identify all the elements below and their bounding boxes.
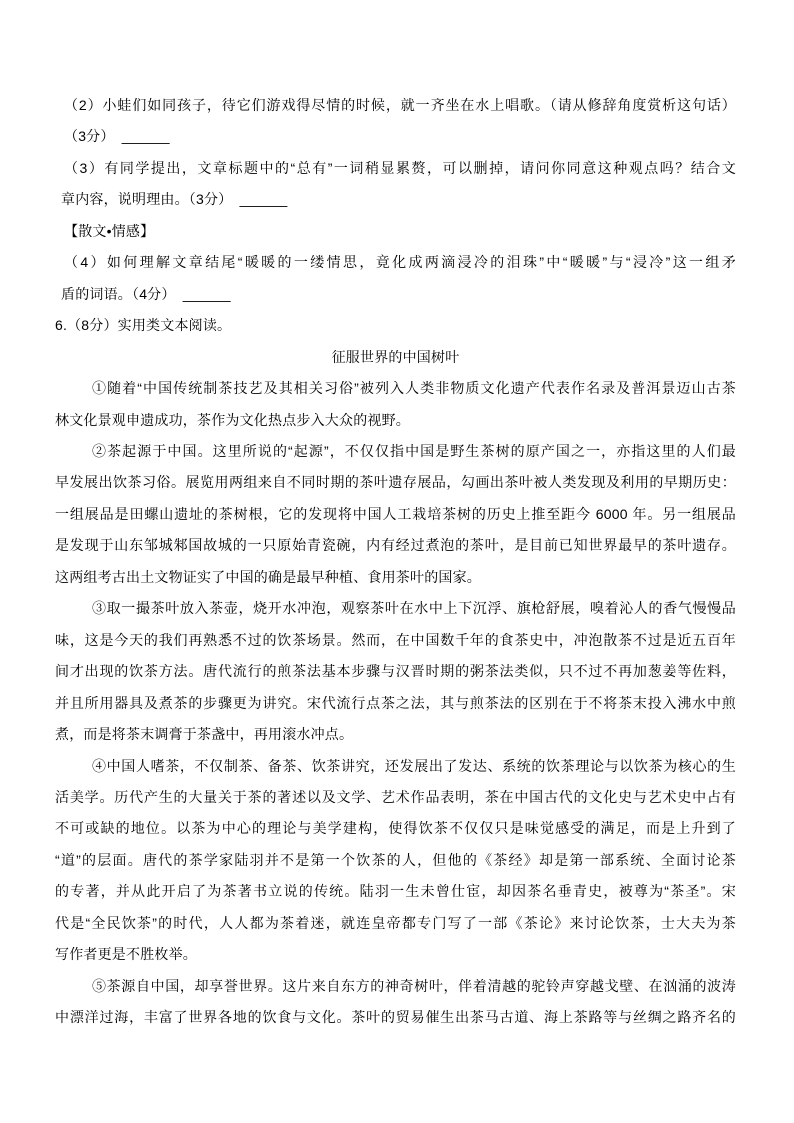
article-p4-line5: 的专著，并从此开启了为茶著书立说的传统。陆羽一生未曾仕宦，却因茶名垂青史，被尊为“茶圣”。宋 [55,883,736,900]
q5-sub4-line1: （4）如何理解文章结尾“暖暖的一缕情思，竟化成两滴浸冷的泪珠”中“暖暖”与“浸冷”这一组矛 [64,254,736,271]
q5-sub4-line2: 盾的词语。（4分） ______ [61,285,231,302]
article-p4-line6: 代是“全民饮茶”的时代，人人都为茶着迷，就连皇帝都专门写了一部《茶论》来讨论饮茶，士大夫为茶 [55,914,736,931]
article-p5-line2: 中漂洋过海，丰富了世界各地的饮食与文化。茶叶的贸易催生出茶马古道、海上茶路等与丝绸之路齐名的 [55,1009,736,1026]
article-p4-line7: 写作者更是不胜枚举。 [55,946,197,963]
article-p2-line2: 早发展出饮茶习俗。展览用两组来自不同时期的茶叶遗存展品，勾画出茶叶被人类发现及利用的早期历史： [55,474,736,491]
article-p3-line4: 并且所用器具及煮茶的步骤更为讲究。宋代流行点茶之法，其与煎茶法的区别在于不将茶末投入沸水中煎 [55,694,736,711]
article-p3-line5: 煮，而是将茶末调膏于茶盏中，再用滚水冲点。 [55,726,354,743]
q6-number-line: 6.（8分）实用类文本阅读。 [55,317,232,334]
article-p3-line2: 味，这是今天的我们再熟悉不过的饮茶场景。然而，在中国数千年的食茶史中，冲泡散茶不过是近五百年 [55,631,736,648]
article-p1-line1: ①随着“中国传统制茶技艺及其相关习俗”被列入人类非物质文化遗产代表作名录及普洱景迈山古茶 [92,380,736,397]
document-body [55,90,736,1034]
article-p5-line1: ⑤茶源自中国，却享誉世界。这片来自东方的神奇树叶，伴着清越的驼铃声穿越戈壁、在汹涌的波涛 [92,977,736,994]
article-p2-line4: 是发现于山东邹城邾国故城的一只原始青瓷碗，内有经过煮泡的茶叶，是目前已知世界最早的茶叶遗存。 [55,537,736,554]
q5-sub2-line: （2）小蛙们如同孩子，待它们游戏得尽情的时候，就一齐坐在水上唱歌。（请从修辞角度赏析这句话） [64,97,736,113]
article-p4-line1: ④中国人嗜茶，不仅制茶、备茶、饮茶讲究，还发展出了发达、系统的饮茶理论与以饮茶为核心的生 [92,757,736,774]
article-p2-line3: 一组展品是田螺山遗址的茶树根，它的发现将中国人工栽培茶树的历史上推至距今 6000 年。另一组展品 [55,505,736,522]
article-p2-line5: 这两组考古出土文物证实了中国的确是最早种植、食用茶叶的国家。 [55,568,481,585]
q5-sub3-line2: 章内容，说明理由。（3分） ______ [61,191,288,208]
article-title: 征服世界的中国树叶 [331,348,460,365]
article-p4-line3: 不可或缺的地位。以茶为中心的理论与美学建构，使得饮茶不仅仅只是味觉感受的满足，而是上升到了 [55,820,736,837]
article-p3-line3: 间才出现的饮茶方法。唐代流行的煎茶法基本步骤与汉晋时期的粥茶法类似，只不过不再加葱姜等佐料， [55,663,736,680]
article-p3-line1: ③取一撮茶叶放入茶壶，烧开水冲泡，观察茶叶在水中上下沉浮、旗枪舒展，嗅着沁人的香气慢慢品 [92,600,736,617]
q5-section-label: 【散文•情感】 [64,222,155,239]
article-p1-line2: 林文化景观申遗成功，茶作为文化热点步入大众的视野。 [55,411,410,428]
q5-sub3-line1: （3）有同学提出，文章标题中的“总有”一词稍显累赘，可以删掉，请问你同意这种观点吗？结合文 [64,159,736,176]
article-p2-line1: ②茶起源于中国。这里所说的“起源”，不仅仅指中国是野生茶树的原产国之一，亦指这里的人们最 [92,442,736,459]
article-p4-line4: “道”的层面。唐代的茶学家陆羽并不是第一个饮茶的人，但他的《茶经》却是第一部系统、全面讨论茶 [55,851,736,868]
article-p4-line2: 活美学。历代产生的大量关于茶的著述以及文学、艺术作品表明，茶在中国古代的文化史与艺术史中占有 [55,788,736,805]
q5-sub2-score-blank: （3分） ______ [64,128,170,145]
